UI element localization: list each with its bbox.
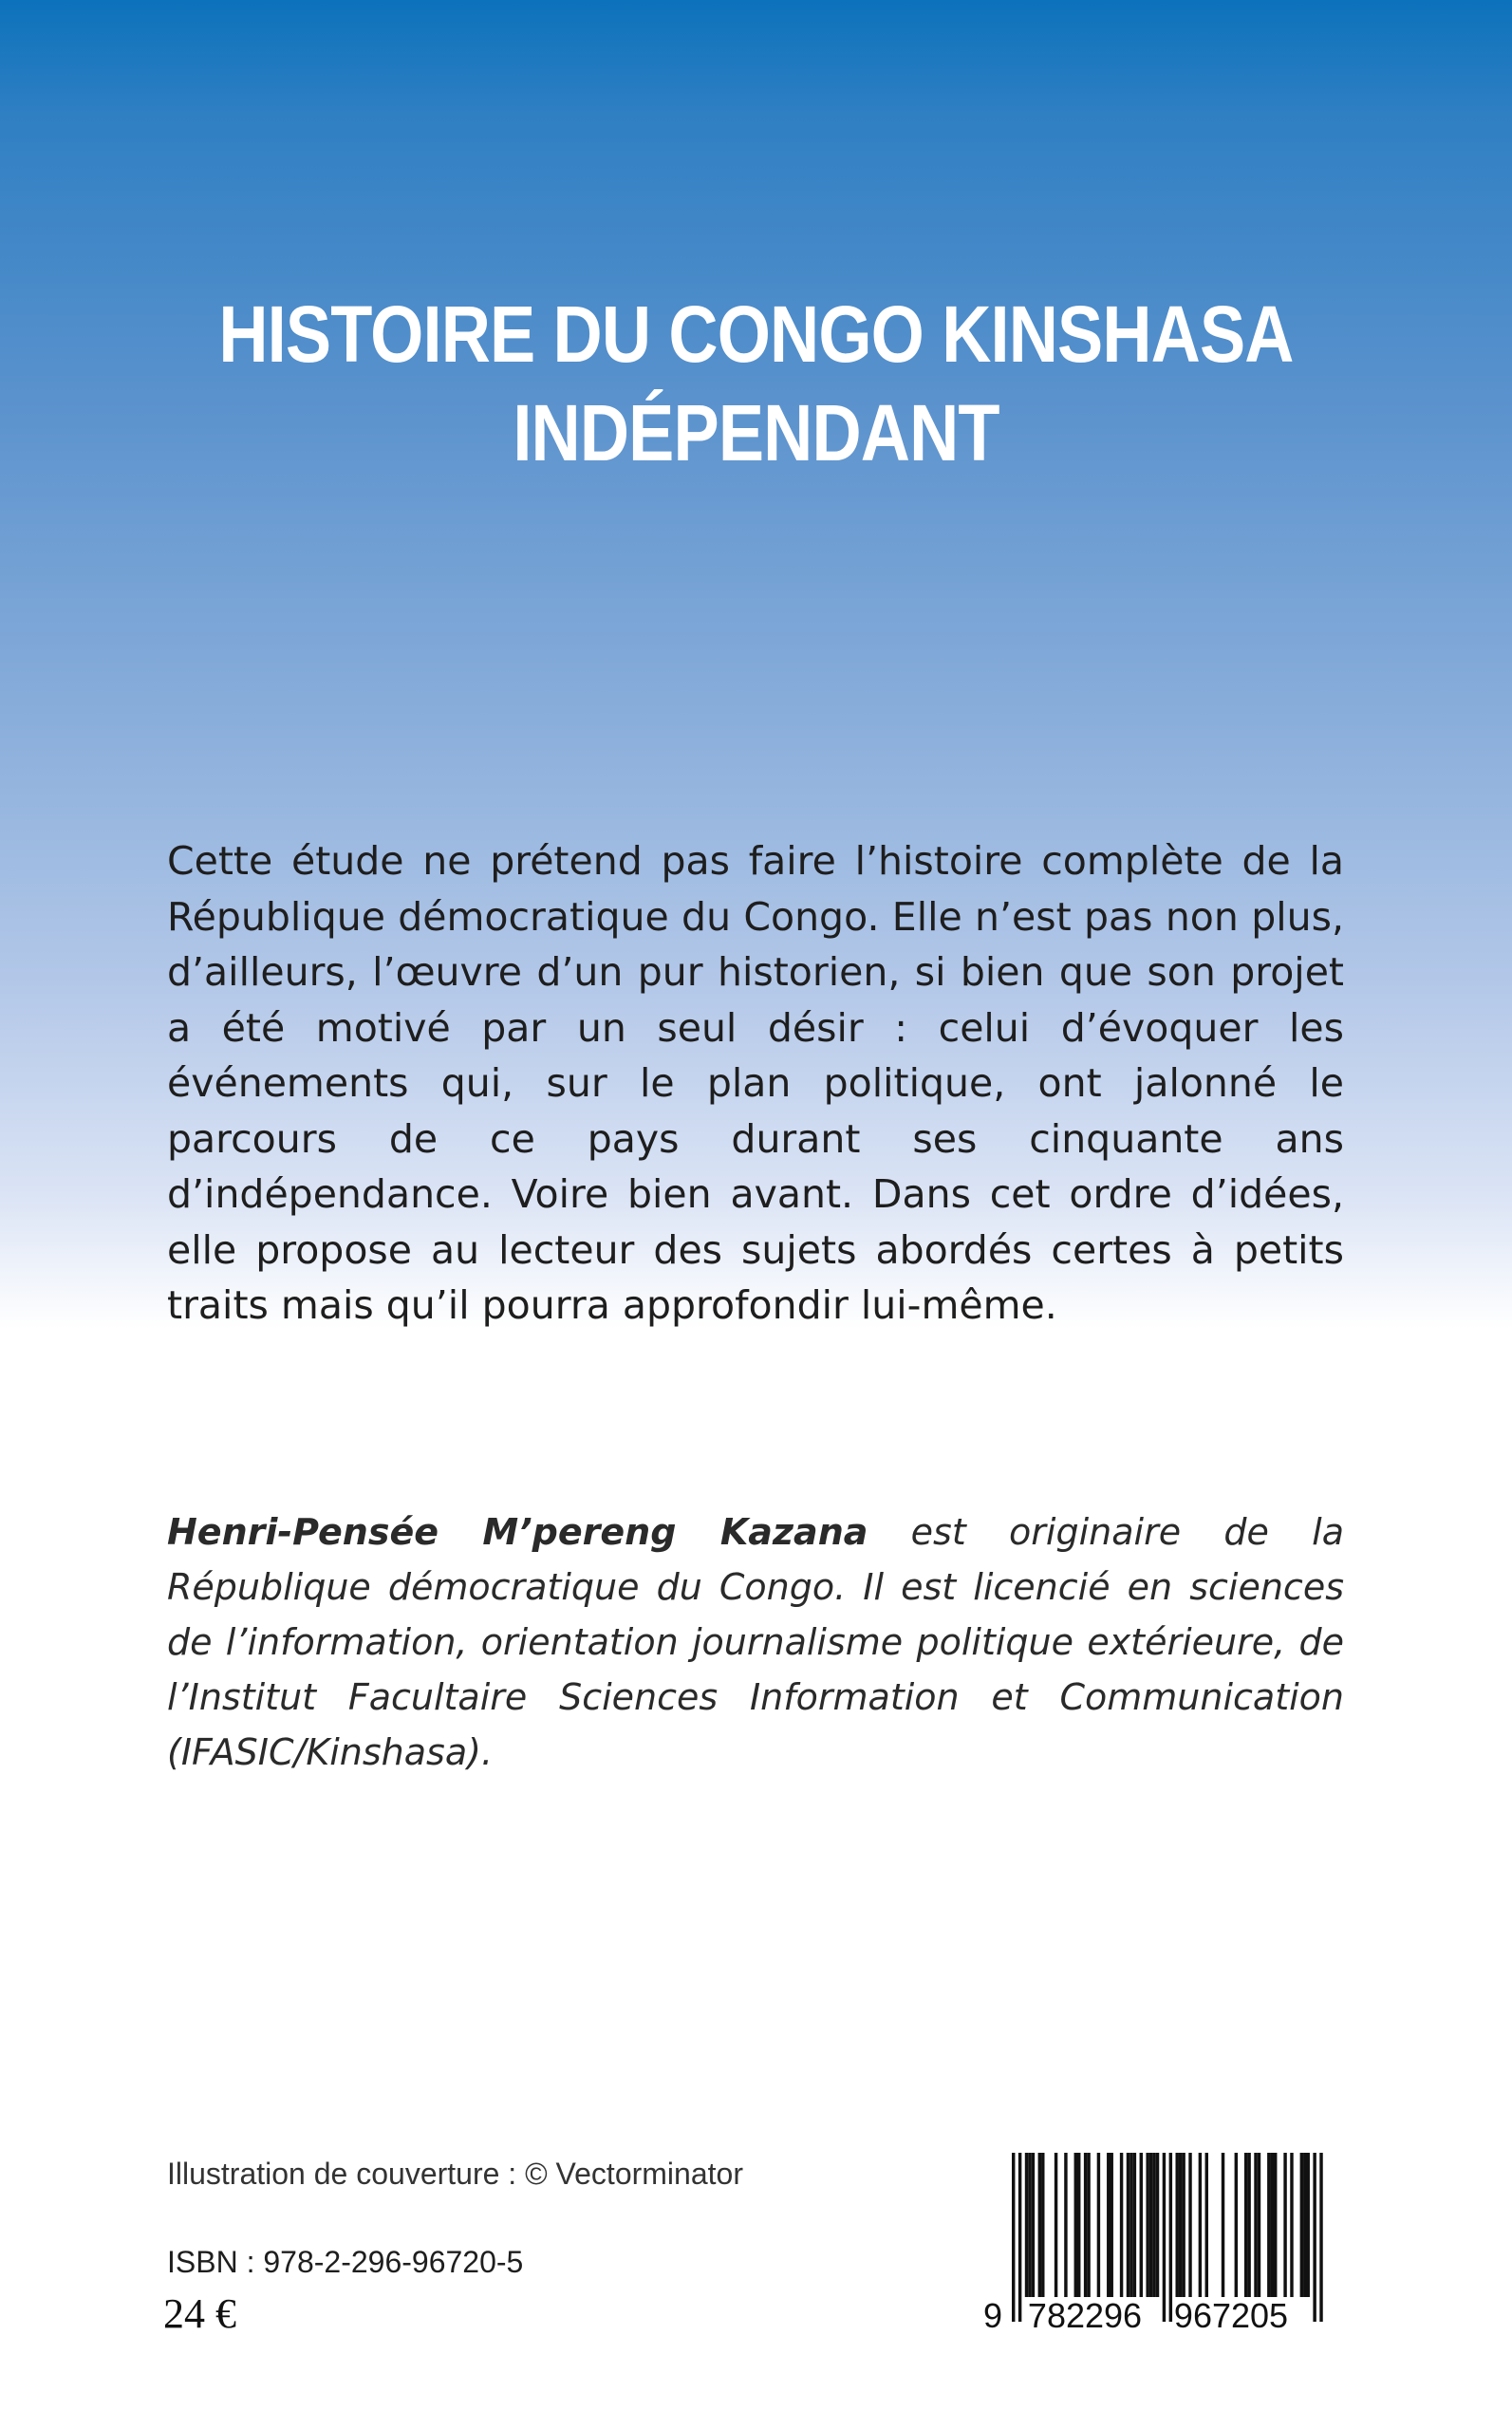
barcode-bar-1 xyxy=(1018,2153,1021,2322)
barcode-bar-20 xyxy=(1140,2153,1143,2297)
barcode-bar-24 xyxy=(1156,2153,1159,2297)
barcode-bar-42 xyxy=(1283,2153,1286,2297)
book-title xyxy=(106,285,1407,482)
barcode-bar-39 xyxy=(1267,2153,1270,2297)
barcode-bar-19 xyxy=(1133,2153,1136,2297)
barcode-bar-15 xyxy=(1111,2153,1113,2297)
barcode-bar-18 xyxy=(1129,2153,1132,2297)
barcode-bar-32 xyxy=(1205,2153,1208,2297)
barcode-bar-22 xyxy=(1149,2153,1152,2297)
barcode-bar-14 xyxy=(1107,2153,1110,2297)
barcode-bar-29 xyxy=(1182,2153,1185,2297)
barcode-bar-0 xyxy=(1012,2153,1015,2322)
barcode-bar-44 xyxy=(1300,2153,1303,2297)
barcode-bar-41 xyxy=(1274,2153,1277,2297)
barcode-bar-43 xyxy=(1290,2153,1293,2297)
isbn-barcode xyxy=(978,2147,1348,2337)
cover-illustration-credit: Illustration de couverture : © Vectorminator xyxy=(167,2157,743,2191)
barcode-bar-40 xyxy=(1271,2153,1274,2297)
barcode-bar-27 xyxy=(1176,2153,1179,2297)
barcode-bar-9 xyxy=(1074,2153,1077,2297)
barcode-bar-38 xyxy=(1258,2153,1260,2297)
barcode-bar-31 xyxy=(1199,2153,1202,2297)
barcode-bar-17 xyxy=(1127,2153,1129,2297)
barcode-bar-26 xyxy=(1169,2153,1172,2322)
barcode-bar-37 xyxy=(1254,2153,1257,2297)
barcode-bar-11 xyxy=(1084,2153,1087,2297)
barcode-bar-6 xyxy=(1041,2153,1044,2297)
barcode-bar-47 xyxy=(1313,2153,1316,2322)
barcode-graphic xyxy=(978,2147,1348,2337)
barcode-bar-4 xyxy=(1032,2153,1035,2297)
isbn: ISBN : 978-2-296-96720-5 xyxy=(167,2245,524,2279)
barcode-bar-8 xyxy=(1064,2153,1067,2297)
barcode-bar-10 xyxy=(1077,2153,1080,2297)
barcode-bar-48 xyxy=(1319,2153,1322,2322)
author-biography xyxy=(167,1504,1344,1780)
barcode-bar-13 xyxy=(1097,2153,1100,2297)
price: 24 € xyxy=(163,2290,236,2337)
barcode-digit-first: 9 xyxy=(983,2296,1003,2335)
barcode-bar-2 xyxy=(1025,2153,1028,2297)
author-name: Henri-Pensée M’pereng Kazana xyxy=(167,1511,868,1553)
barcode-bar-7 xyxy=(1055,2153,1057,2297)
barcode-bar-34 xyxy=(1235,2153,1238,2297)
barcode-bar-23 xyxy=(1152,2153,1155,2297)
barcode-bar-35 xyxy=(1244,2153,1247,2297)
barcode-bar-21 xyxy=(1146,2153,1148,2297)
barcode-bar-28 xyxy=(1179,2153,1182,2297)
barcode-digits-left: 782296 xyxy=(1027,2296,1143,2335)
barcode-bar-45 xyxy=(1303,2153,1306,2297)
barcode-bar-16 xyxy=(1120,2153,1123,2297)
barcode-bar-36 xyxy=(1247,2153,1250,2297)
barcode-bar-5 xyxy=(1038,2153,1041,2297)
barcode-bar-3 xyxy=(1028,2153,1031,2297)
barcode-bar-12 xyxy=(1087,2153,1090,2297)
book-title-line-1: HISTOIRE DU CONGO KINSHASA xyxy=(218,290,1294,379)
book-title-line-2: INDÉPENDANT xyxy=(513,388,999,477)
barcode-bar-46 xyxy=(1307,2153,1310,2297)
barcode-bar-30 xyxy=(1188,2153,1191,2297)
author-bio-text: est originaire de la République démocratique du Congo. Il est licencié en sciences de l’information, orientation journalisme politique extérieure, de l’Institut Facultaire Sciences Information et Communication (IFASIC/Kinshasa). xyxy=(167,1511,1344,1773)
barcode-bar-33 xyxy=(1222,2153,1224,2297)
book-summary: Cette étude ne prétend pas faire l’histoire complète de la République démocratique du Congo. Elle n’est pas non plus, d’ailleurs, l’œuvre d’un pur historien, si bien que son projet a été motivé par un seul désir : celui d’évoquer les événements qui, sur le plan politique, ont jalonné le parcours de ce pays durant ses cinquante ans d’indépendance. Voire bien avant. Dans cet ordre d’idées, elle propose au lecteur des sujets abordés certes à petits traits mais qu’il pourra approfondir lui-même. xyxy=(167,838,1344,1328)
barcode-bar-25 xyxy=(1163,2153,1166,2322)
barcode-digits-right: 967205 xyxy=(1173,2296,1289,2335)
